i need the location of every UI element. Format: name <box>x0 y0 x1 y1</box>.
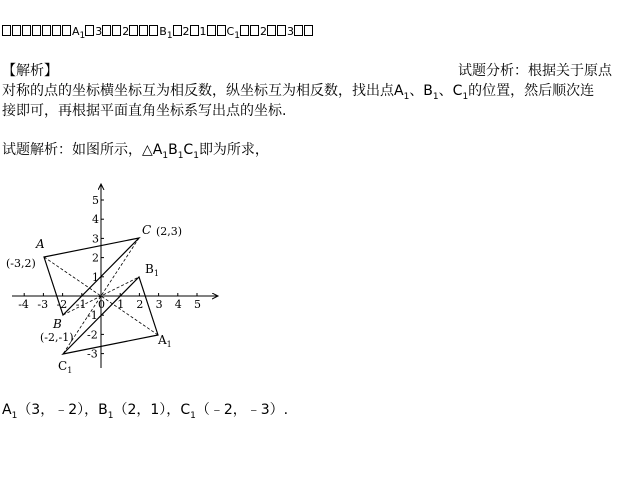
garbled-box-icon <box>2 25 72 38</box>
analysis-line-2: 对称的点的坐标横坐标互为相反数，纵坐标互为相反数，找出点$A_1$、$B_1$、$C_1$的位置，然后顺次连 <box>2 83 595 102</box>
label-C-coord: (2,3) <box>156 225 183 238</box>
x-tick-label: -3 <box>37 298 49 311</box>
label-A: A <box>36 237 45 251</box>
x-tick-label: 5 <box>194 298 201 311</box>
triangle-A1B1C1 <box>63 277 158 354</box>
x-tick-label: 0 <box>98 298 105 311</box>
y-tick-label: 3 <box>92 232 99 246</box>
label-A1: $A_1$ <box>158 333 172 349</box>
analysis-right: 试题分析：根据关于原点 <box>458 63 612 79</box>
x-tick-label: -2 <box>56 298 68 311</box>
x-tick-label: 4 <box>174 298 182 311</box>
graph-svg <box>0 178 230 378</box>
y-tick-label: 1 <box>92 270 99 284</box>
analysis-title: 【解析】 <box>2 63 58 79</box>
label-C: C <box>142 223 152 237</box>
label-A-coord: (-3,2) <box>6 257 36 270</box>
y-tick-label: -1 <box>87 309 98 323</box>
header-line: $A_1$ 3 2 $B_1$ 2 1 $C_1$ 2 3 <box>2 23 314 45</box>
label-B: B <box>53 317 62 331</box>
x-tick-label: -4 <box>18 298 29 311</box>
y-tick-label: 5 <box>92 194 99 207</box>
x-tick-label: 2 <box>136 298 144 311</box>
answer-line: $A_1(3$，﹣2），$B_1(2$，1），$C_1(﹣2$，﹣3）. <box>2 402 289 421</box>
coordinate-graph <box>0 178 230 378</box>
analysis-line-3: 接即可，再根据平面直角坐标系写出点的坐标. <box>2 103 287 119</box>
label-B1: $B_1$ <box>145 262 159 278</box>
label-B-coord: (-2,-1) <box>40 331 74 344</box>
x-tick-label: -1 <box>75 298 87 311</box>
y-tick-label: -2 <box>87 328 98 342</box>
y-tick-label: -3 <box>87 347 98 361</box>
y-tick-label: 2 <box>92 251 99 265</box>
solution-line: 试题解析：如图所示，$\triangle A_1B_1C_1$即为所求， <box>2 142 269 161</box>
x-tick-label: 3 <box>155 298 163 311</box>
analysis-tag: 试题分析： <box>458 63 528 79</box>
y-tick-label: 4 <box>92 213 99 227</box>
label-C1: $C_1$ <box>58 359 73 375</box>
x-tick-label: 1 <box>117 298 125 311</box>
